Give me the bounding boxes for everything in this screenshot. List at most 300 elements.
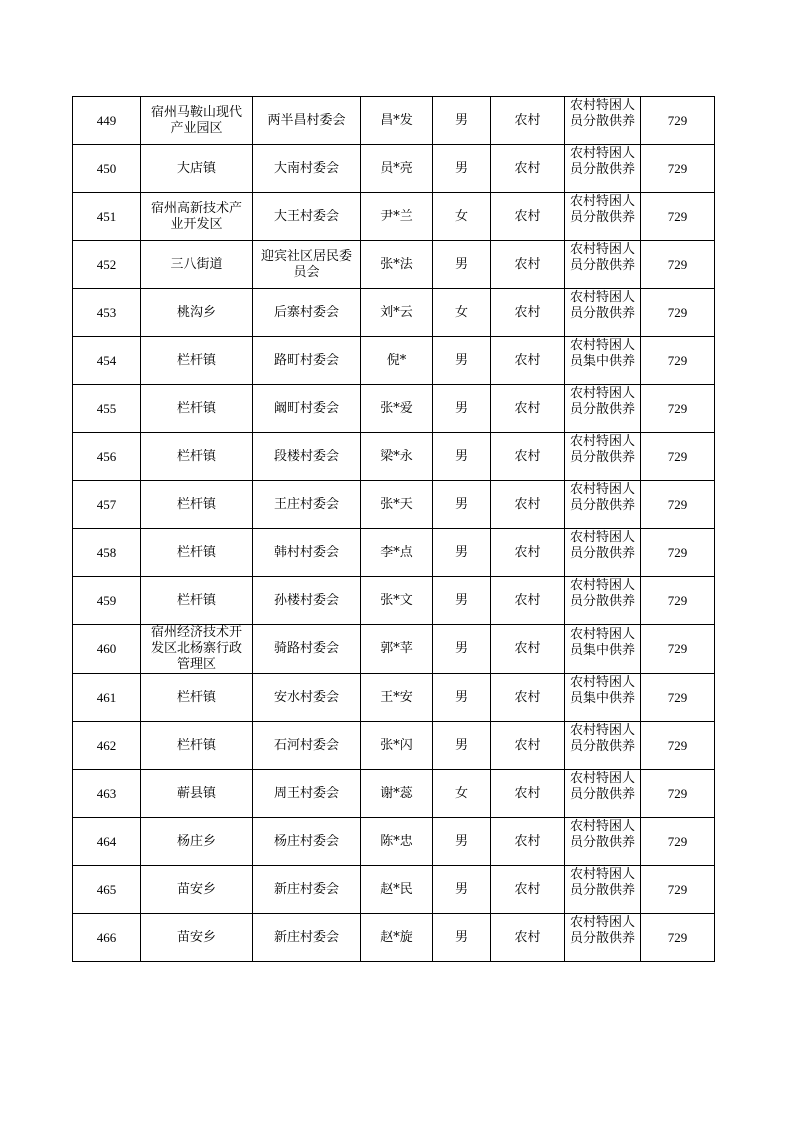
area-type-cell <box>491 193 565 241</box>
gender-cell <box>433 193 491 241</box>
area-type-cell <box>491 289 565 337</box>
village-cell-text: 安水村委会 <box>273 689 339 705</box>
person-name-cell-text: 张*天 <box>380 496 413 512</box>
area-type-cell-text: 农村 <box>514 352 541 368</box>
village-cell <box>253 529 361 577</box>
person-name-cell <box>361 577 433 625</box>
person-name-cell-text: 李*点 <box>380 544 413 560</box>
gender-cell-text: 男 <box>454 256 468 272</box>
area-type-cell-text: 农村 <box>514 592 541 608</box>
support-type-cell <box>565 866 641 914</box>
gender-cell <box>433 914 491 962</box>
support-type-cell-text: 农村特困人员分散供养 <box>569 290 635 321</box>
row-number-cell <box>73 674 141 722</box>
table-row <box>73 770 715 818</box>
table-row <box>73 529 715 577</box>
village-cell <box>253 722 361 770</box>
person-name-cell <box>361 97 433 145</box>
village-cell <box>253 914 361 962</box>
amount-cell-text: 729 <box>667 833 688 849</box>
area-type-cell-text: 农村 <box>514 737 541 753</box>
gender-cell <box>433 577 491 625</box>
village-cell <box>253 289 361 337</box>
town-cell <box>141 914 253 962</box>
town-cell <box>141 433 253 481</box>
village-cell <box>253 481 361 529</box>
support-type-cell <box>565 193 641 241</box>
support-type-cell <box>565 97 641 145</box>
person-name-cell <box>361 770 433 818</box>
gender-cell-text: 男 <box>454 544 468 560</box>
table-row <box>73 385 715 433</box>
row-number-cell <box>73 722 141 770</box>
village-cell <box>253 770 361 818</box>
town-cell-text: 宿州高新技术产业开发区 <box>150 200 242 232</box>
town-cell <box>141 770 253 818</box>
person-name-cell-text: 张*文 <box>380 592 413 608</box>
person-name-cell-text: 陈*忠 <box>380 833 413 849</box>
support-type-cell-text: 农村特困人员分散供养 <box>569 530 635 561</box>
row-number-cell-text: 456 <box>96 448 117 464</box>
area-type-cell <box>491 433 565 481</box>
village-cell <box>253 818 361 866</box>
amount-cell-text: 729 <box>667 304 688 320</box>
person-name-cell <box>361 337 433 385</box>
town-cell-text: 杨庄乡 <box>176 833 216 849</box>
area-type-cell <box>491 529 565 577</box>
gender-cell-text: 男 <box>454 929 468 945</box>
gender-cell <box>433 241 491 289</box>
row-number-cell-text: 463 <box>96 785 117 801</box>
person-name-cell-text: 张*法 <box>380 256 413 272</box>
amount-cell-text: 729 <box>667 641 688 656</box>
table-row <box>73 625 715 674</box>
table-row <box>73 866 715 914</box>
row-number-cell-text: 466 <box>96 929 117 945</box>
support-type-cell-text: 农村特困人员分散供养 <box>569 578 635 609</box>
gender-cell <box>433 529 491 577</box>
gender-cell-text: 男 <box>454 592 468 608</box>
gender-cell <box>433 722 491 770</box>
support-type-cell <box>565 289 641 337</box>
table-row <box>73 818 715 866</box>
row-number-cell <box>73 866 141 914</box>
town-cell <box>141 818 253 866</box>
area-type-cell <box>491 818 565 866</box>
support-type-cell <box>565 625 641 674</box>
area-type-cell-text: 农村 <box>514 641 541 656</box>
person-name-cell-text: 赵*旋 <box>380 929 413 945</box>
support-type-cell <box>565 529 641 577</box>
amount-cell <box>641 193 715 241</box>
person-name-cell <box>361 289 433 337</box>
support-type-cell-text: 农村特困人员分散供养 <box>569 194 635 225</box>
town-cell <box>141 577 253 625</box>
support-type-cell-text: 农村特困人员分散供养 <box>569 819 635 850</box>
row-number-cell-text: 450 <box>96 160 117 176</box>
support-type-cell <box>565 674 641 722</box>
support-type-cell-text: 农村特困人员分散供养 <box>569 482 635 513</box>
village-cell-text: 石河村委会 <box>273 737 339 753</box>
gender-cell <box>433 770 491 818</box>
area-type-cell <box>491 577 565 625</box>
area-type-cell-text: 农村 <box>514 112 541 128</box>
table-row <box>73 674 715 722</box>
village-cell-text: 大王村委会 <box>273 208 339 224</box>
support-type-cell-text: 农村特困人员集中供养 <box>569 626 635 658</box>
town-cell <box>141 289 253 337</box>
amount-cell <box>641 337 715 385</box>
area-type-cell-text: 农村 <box>514 160 541 176</box>
support-type-cell <box>565 337 641 385</box>
row-number-cell <box>73 385 141 433</box>
support-type-cell <box>565 481 641 529</box>
town-cell <box>141 866 253 914</box>
support-type-cell <box>565 577 641 625</box>
amount-cell <box>641 385 715 433</box>
area-type-cell <box>491 337 565 385</box>
town-cell <box>141 337 253 385</box>
amount-cell <box>641 241 715 289</box>
support-type-cell-text: 农村特困人员分散供养 <box>569 146 635 177</box>
area-type-cell-text: 农村 <box>514 833 541 849</box>
table-row <box>73 433 715 481</box>
support-type-cell <box>565 722 641 770</box>
person-name-cell <box>361 818 433 866</box>
village-cell <box>253 97 361 145</box>
gender-cell <box>433 289 491 337</box>
town-cell-text: 三八街道 <box>170 256 223 272</box>
row-number-cell-text: 454 <box>96 352 117 368</box>
person-name-cell-text: 谢*蕊 <box>380 785 413 801</box>
row-number-cell-text: 461 <box>96 689 117 705</box>
village-cell <box>253 433 361 481</box>
row-number-cell <box>73 625 141 674</box>
town-cell-text: 栏杆镇 <box>176 592 216 608</box>
area-type-cell <box>491 145 565 193</box>
area-type-cell <box>491 241 565 289</box>
amount-cell-text: 729 <box>667 689 688 705</box>
row-number-cell-text: 455 <box>96 400 117 416</box>
person-name-cell <box>361 529 433 577</box>
gender-cell-text: 男 <box>454 352 468 368</box>
row-number-cell-text: 460 <box>96 641 117 656</box>
row-number-cell <box>73 337 141 385</box>
town-cell-text: 桃沟乡 <box>176 304 216 320</box>
gender-cell <box>433 145 491 193</box>
support-type-cell <box>565 914 641 962</box>
amount-cell-text: 729 <box>667 881 688 897</box>
amount-cell <box>641 145 715 193</box>
person-name-cell <box>361 866 433 914</box>
amount-cell <box>641 625 715 674</box>
area-type-cell-text: 农村 <box>514 689 541 705</box>
support-type-cell-text: 农村特困人员分散供养 <box>569 915 635 946</box>
person-name-cell-text: 张*闪 <box>380 737 413 753</box>
amount-cell <box>641 674 715 722</box>
support-type-cell <box>565 433 641 481</box>
person-name-cell <box>361 722 433 770</box>
village-cell <box>253 145 361 193</box>
support-type-cell-text: 农村特困人员分散供养 <box>569 98 635 129</box>
row-number-cell-text: 464 <box>96 833 117 849</box>
town-cell-text: 栏杆镇 <box>176 689 216 705</box>
gender-cell-text: 男 <box>454 737 468 753</box>
village-cell <box>253 866 361 914</box>
area-type-cell-text: 农村 <box>514 785 541 801</box>
gender-cell <box>433 866 491 914</box>
area-type-cell-text: 农村 <box>514 304 541 320</box>
town-cell-text: 宿州经济技术开发区北杨寨行政管理区 <box>150 625 242 672</box>
person-name-cell-text: 赵*民 <box>380 881 413 897</box>
person-name-cell <box>361 145 433 193</box>
row-number-cell-text: 449 <box>96 112 117 128</box>
village-cell-text: 大南村委会 <box>273 160 339 176</box>
area-type-cell <box>491 866 565 914</box>
gender-cell <box>433 433 491 481</box>
town-cell-text: 蕲县镇 <box>176 785 216 801</box>
town-cell-text: 苗安乡 <box>176 881 216 897</box>
table-row <box>73 145 715 193</box>
area-type-cell <box>491 385 565 433</box>
gender-cell <box>433 674 491 722</box>
village-cell-text: 两半昌村委会 <box>267 112 346 128</box>
amount-cell-text: 729 <box>667 544 688 560</box>
amount-cell <box>641 818 715 866</box>
person-name-cell <box>361 433 433 481</box>
person-name-cell-text: 郭*苹 <box>380 641 413 656</box>
gender-cell <box>433 97 491 145</box>
amount-cell-text: 729 <box>667 208 688 224</box>
village-cell-text: 后寨村委会 <box>273 304 339 320</box>
town-cell <box>141 674 253 722</box>
village-cell <box>253 193 361 241</box>
support-type-cell <box>565 241 641 289</box>
village-cell-text: 王庄村委会 <box>273 496 339 512</box>
row-number-cell <box>73 770 141 818</box>
amount-cell <box>641 289 715 337</box>
town-cell <box>141 625 253 674</box>
row-number-cell <box>73 577 141 625</box>
gender-cell <box>433 818 491 866</box>
row-number-cell-text: 453 <box>96 304 117 320</box>
town-cell <box>141 145 253 193</box>
support-type-cell-text: 农村特困人员分散供养 <box>569 386 635 417</box>
person-name-cell-text: 倪* <box>386 352 407 368</box>
town-cell <box>141 529 253 577</box>
recipient-table <box>72 96 715 962</box>
area-type-cell <box>491 481 565 529</box>
village-cell-text: 新庄村委会 <box>273 881 339 897</box>
area-type-cell <box>491 97 565 145</box>
row-number-cell <box>73 97 141 145</box>
town-cell <box>141 193 253 241</box>
amount-cell <box>641 722 715 770</box>
village-cell <box>253 337 361 385</box>
area-type-cell-text: 农村 <box>514 448 541 464</box>
gender-cell-text: 男 <box>454 833 468 849</box>
table-row <box>73 337 715 385</box>
row-number-cell-text: 459 <box>96 592 117 608</box>
support-type-cell-text: 农村特困人员分散供养 <box>569 867 635 898</box>
support-type-cell-text: 农村特困人员集中供养 <box>569 338 635 369</box>
amount-cell <box>641 97 715 145</box>
amount-cell <box>641 577 715 625</box>
row-number-cell-text: 451 <box>96 208 117 224</box>
area-type-cell-text: 农村 <box>514 496 541 512</box>
amount-cell-text: 729 <box>667 448 688 464</box>
row-number-cell-text: 465 <box>96 881 117 897</box>
gender-cell <box>433 625 491 674</box>
support-type-cell <box>565 818 641 866</box>
amount-cell-text: 729 <box>667 160 688 176</box>
area-type-cell-text: 农村 <box>514 208 541 224</box>
town-cell-text: 栏杆镇 <box>176 352 216 368</box>
village-cell-text: 路町村委会 <box>273 352 339 368</box>
town-cell-text: 栏杆镇 <box>176 448 216 464</box>
person-name-cell <box>361 193 433 241</box>
row-number-cell-text: 457 <box>96 496 117 512</box>
gender-cell-text: 男 <box>454 160 468 176</box>
table-row <box>73 914 715 962</box>
gender-cell-text: 男 <box>454 400 468 416</box>
support-type-cell <box>565 770 641 818</box>
person-name-cell <box>361 385 433 433</box>
area-type-cell-text: 农村 <box>514 929 541 945</box>
amount-cell-text: 729 <box>667 256 688 272</box>
gender-cell-text: 男 <box>454 448 468 464</box>
gender-cell-text: 男 <box>454 689 468 705</box>
village-cell-text: 迎宾社区居民委员会 <box>260 248 352 280</box>
person-name-cell <box>361 625 433 674</box>
row-number-cell-text: 462 <box>96 737 117 753</box>
town-cell-text: 苗安乡 <box>176 929 216 945</box>
town-cell <box>141 385 253 433</box>
village-cell-text: 孙楼村委会 <box>273 592 339 608</box>
town-cell-text: 栏杆镇 <box>176 496 216 512</box>
gender-cell-text: 男 <box>454 496 468 512</box>
gender-cell-text: 男 <box>454 881 468 897</box>
support-type-cell-text: 农村特困人员分散供养 <box>569 771 635 802</box>
support-type-cell-text: 农村特困人员分散供养 <box>569 242 635 273</box>
area-type-cell-text: 农村 <box>514 881 541 897</box>
row-number-cell-text: 452 <box>96 256 117 272</box>
person-name-cell-text: 王*安 <box>380 689 413 705</box>
village-cell <box>253 241 361 289</box>
row-number-cell <box>73 241 141 289</box>
row-number-cell-text: 458 <box>96 544 117 560</box>
village-cell <box>253 577 361 625</box>
town-cell-text: 宿州马鞍山现代产业园区 <box>150 104 242 136</box>
amount-cell <box>641 770 715 818</box>
town-cell-text: 栏杆镇 <box>176 544 216 560</box>
row-number-cell <box>73 193 141 241</box>
amount-cell-text: 729 <box>667 592 688 608</box>
table-row <box>73 722 715 770</box>
town-cell-text: 栏杆镇 <box>176 737 216 753</box>
amount-cell-text: 729 <box>667 400 688 416</box>
town-cell-text: 栏杆镇 <box>176 400 216 416</box>
amount-cell <box>641 529 715 577</box>
gender-cell <box>433 337 491 385</box>
village-cell-text: 周王村委会 <box>273 785 339 801</box>
gender-cell-text: 男 <box>454 112 468 128</box>
row-number-cell <box>73 481 141 529</box>
village-cell <box>253 674 361 722</box>
table-row <box>73 289 715 337</box>
area-type-cell-text: 农村 <box>514 544 541 560</box>
area-type-cell <box>491 770 565 818</box>
amount-cell-text: 729 <box>667 785 688 801</box>
person-name-cell-text: 昌*发 <box>380 112 413 128</box>
table-row <box>73 241 715 289</box>
person-name-cell <box>361 241 433 289</box>
town-cell <box>141 97 253 145</box>
person-name-cell <box>361 481 433 529</box>
village-cell-text: 段楼村委会 <box>273 448 339 464</box>
gender-cell-text: 男 <box>454 641 468 656</box>
table-row <box>73 577 715 625</box>
amount-cell-text: 729 <box>667 352 688 368</box>
person-name-cell <box>361 674 433 722</box>
area-type-cell <box>491 722 565 770</box>
village-cell-text: 韩村村委会 <box>273 544 339 560</box>
area-type-cell <box>491 625 565 674</box>
support-type-cell <box>565 385 641 433</box>
table-body <box>73 97 715 962</box>
person-name-cell <box>361 914 433 962</box>
town-cell <box>141 722 253 770</box>
gender-cell-text: 女 <box>454 304 468 320</box>
support-type-cell <box>565 145 641 193</box>
amount-cell <box>641 481 715 529</box>
row-number-cell <box>73 818 141 866</box>
amount-cell-text: 729 <box>667 929 688 945</box>
person-name-cell-text: 张*爱 <box>380 400 413 416</box>
amount-cell <box>641 433 715 481</box>
amount-cell <box>641 866 715 914</box>
amount-cell-text: 729 <box>667 112 688 128</box>
support-type-cell-text: 农村特困人员集中供养 <box>569 675 635 706</box>
town-cell-text: 大店镇 <box>176 160 216 176</box>
person-name-cell-text: 尹*兰 <box>380 208 413 224</box>
table-row <box>73 97 715 145</box>
amount-cell <box>641 914 715 962</box>
support-type-cell-text: 农村特困人员分散供养 <box>569 723 635 754</box>
area-type-cell <box>491 674 565 722</box>
village-cell <box>253 385 361 433</box>
table-row <box>73 481 715 529</box>
table-row <box>73 193 715 241</box>
village-cell <box>253 625 361 674</box>
village-cell-text: 阚町村委会 <box>273 400 339 416</box>
gender-cell-text: 女 <box>454 785 468 801</box>
row-number-cell <box>73 914 141 962</box>
village-cell-text: 杨庄村委会 <box>273 833 339 849</box>
area-type-cell-text: 农村 <box>514 400 541 416</box>
row-number-cell <box>73 289 141 337</box>
village-cell-text: 骑路村委会 <box>273 641 339 656</box>
row-number-cell <box>73 145 141 193</box>
gender-cell <box>433 481 491 529</box>
row-number-cell <box>73 529 141 577</box>
amount-cell-text: 729 <box>667 496 688 512</box>
town-cell <box>141 481 253 529</box>
person-name-cell-text: 刘*云 <box>380 304 413 320</box>
town-cell <box>141 241 253 289</box>
village-cell-text: 新庄村委会 <box>273 929 339 945</box>
row-number-cell <box>73 433 141 481</box>
